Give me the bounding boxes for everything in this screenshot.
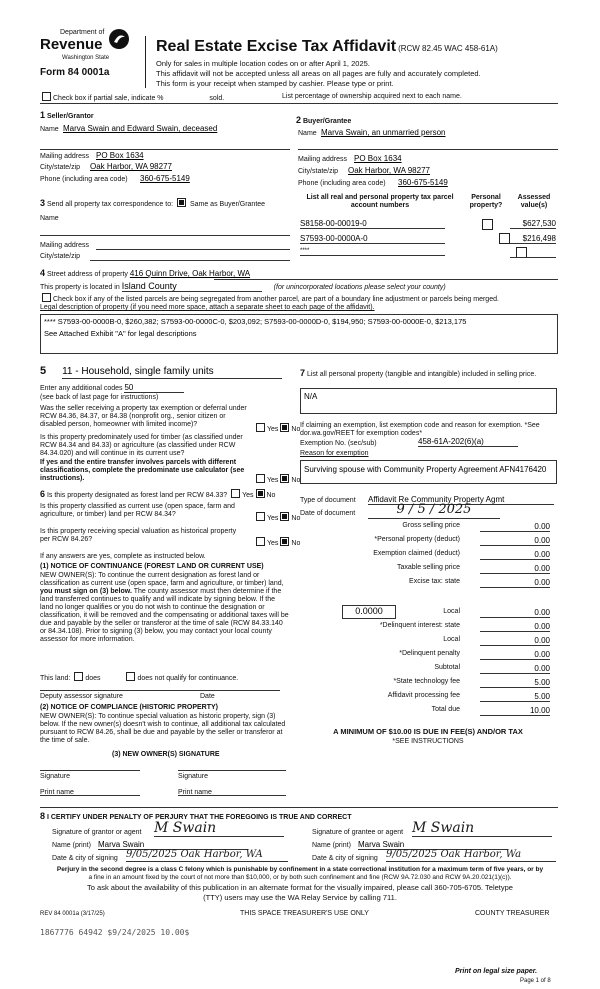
owner-print-label-1: Print name — [40, 789, 74, 796]
located-label: This property is located in — [40, 284, 120, 291]
header-line-3: This form is your receipt when stamped by cashier. Please type or print. — [156, 79, 394, 88]
section3-num: 3 — [40, 198, 46, 208]
doc-type[interactable]: Affidavit Re Community Property Agmt — [368, 495, 554, 505]
total-label: Local — [443, 608, 460, 615]
total-row-local-2 — [300, 636, 550, 647]
exempt-reason: Surviving spouse with Community Property Agreement AFN4176420 — [304, 465, 547, 474]
notice2-heading: (2) NOTICE OF COMPLIANCE (HISTORIC PROPERTY) — [40, 704, 218, 711]
yes-label: Yes — [267, 426, 279, 433]
addl-codes-row — [40, 383, 184, 393]
notice1-body — [40, 572, 290, 644]
deputy-date-label: Date — [200, 693, 215, 700]
total-label: Taxable selling price — [396, 564, 460, 571]
parcel-1-personal-checkbox[interactable] — [482, 219, 493, 230]
seller-mailing-label: Mailing address — [40, 153, 90, 160]
total-row-delinq-interest — [300, 622, 550, 633]
segregate-checkbox[interactable] — [42, 293, 51, 302]
segregate-label: Check box if any of the listed parcels are being segregated from another parcel, are part of a boundary line adjustment or parcels being merged. — [53, 296, 499, 303]
total-row-delinq-penalty — [300, 650, 550, 661]
parcel-2-number[interactable]: S7593-00-0000A-0 — [300, 234, 445, 244]
street-address[interactable]: 416 Quinn Drive, Oak Harbor, WA — [129, 269, 251, 278]
notice1-body-b: you must sign on (3) below. — [40, 588, 132, 596]
total-value[interactable]: 0.00 — [480, 622, 550, 632]
buyer-city[interactable]: Oak Harbor, WA 98277 — [348, 166, 430, 175]
personal-property-box[interactable] — [300, 388, 557, 414]
header-line-2: This affidavit will not be accepted unless all areas on all pages are fully and accurately completed. — [156, 69, 481, 78]
deputy-sig-label: Deputy assessor signature — [40, 693, 123, 700]
total-label: Excise tax: state — [409, 578, 460, 585]
grantor-signature[interactable]: M Swain — [154, 820, 284, 837]
q-timber-note: If yes and the entire transfer involves parcels with different classifications, complete the predominate use calculator (see instructions). — [40, 459, 245, 483]
yes-label: Yes — [267, 540, 279, 547]
form-title-text: Real Estate Excise Tax Affidavit — [156, 38, 397, 55]
located-row — [40, 281, 446, 292]
total-value[interactable]: 10.00 — [480, 706, 550, 716]
no-label: No — [291, 426, 301, 433]
owner-sig-label-2: Signature — [178, 773, 208, 780]
q-exemption-yes[interactable] — [256, 423, 265, 432]
if-yes-text: If any answers are yes, complete as instructed below. — [40, 553, 206, 560]
dept-of-text: Department of — [60, 29, 105, 36]
county-treasurer-label: COUNTY TREASURER — [475, 910, 550, 917]
total-row-tech-fee — [300, 678, 550, 689]
section7-heading-text: List all personal property (tangible and intangible) included in selling price. — [306, 371, 537, 378]
form-number: Form 84 0001a — [40, 67, 110, 78]
buyer-heading — [296, 115, 351, 126]
buyer-phone-label: Phone (including area code) — [298, 180, 386, 187]
perjury-text-1: Perjury in the second degree is a class C felony which is punishable by confinement in a state correctional institution for a maximum term of five years, or by — [56, 866, 544, 873]
alt-format-1: To ask about the availability of this publication in an alternate format for the visually impaired, please call 360-705-6705. Teletype — [87, 883, 513, 892]
section4-street — [40, 268, 250, 279]
parcel-3-number[interactable]: **** — [300, 248, 445, 256]
addl-codes-label: Enter any additional codes — [40, 385, 123, 392]
revenue-wordmark: Revenue — [40, 36, 103, 53]
q-historic-yes[interactable] — [256, 537, 265, 546]
notice2-body: NEW OWNER(S): To continue special valuation as historic property, sign (3) below. If the new owner(s) doesn't wish to continue, all additional tax calculated pursuant to RCW 84.26, shall be due and payable by the seller or transferor at the time of sale. — [40, 713, 286, 745]
section5-num: 5 — [40, 365, 47, 377]
section7-heading — [300, 368, 556, 379]
q-historic-answer — [254, 537, 300, 548]
grantor-sig-label: Signature of grantor or agent — [52, 829, 142, 836]
q-current-use-text: Is this property classified as current use (open space, farm and agriculture, or timber) land per RCW 84.34? — [40, 503, 235, 519]
parcel-2-personal-checkbox[interactable] — [499, 233, 510, 244]
header-line-1: Only for sales in multiple location codes on or after April 1, 2025. — [156, 59, 370, 68]
q-timber-yes[interactable] — [256, 474, 265, 483]
partial-sold-label: sold. — [209, 95, 225, 102]
total-row-personal — [300, 536, 550, 547]
land-does-checkbox[interactable] — [74, 672, 83, 681]
total-label: *State technology fee — [393, 678, 460, 685]
rcw-reference: (RCW 82.45 WAC 458-61A) — [398, 44, 498, 53]
legal-label: Legal description of property (if you need more space, attach a separate sheet to each page of the affidavit). — [40, 304, 375, 311]
grantor-name-label: Name (print) — [52, 842, 91, 849]
total-label: *Delinquent penalty — [399, 650, 460, 657]
total-label: Exemption claimed (deduct) — [373, 550, 460, 557]
section3-name-label: Name — [40, 215, 59, 222]
legal-line-2: See Attached Exhibit "A" for legal descriptions — [44, 329, 197, 338]
no-label: No — [266, 492, 276, 499]
buyer-phone[interactable]: 360-675-5149 — [398, 178, 448, 187]
section4-num: 4 — [40, 268, 46, 278]
buyer-mailing-label: Mailing address — [298, 156, 348, 163]
grantee-date-label: Date & city of signing — [312, 855, 378, 862]
partial-sale-checkbox[interactable] — [42, 92, 51, 101]
total-value[interactable]: 0.00 — [480, 550, 550, 560]
seller-num: 1 — [40, 110, 46, 120]
q-timber-no[interactable] — [280, 474, 289, 483]
form-title — [156, 38, 498, 56]
section3-text: Send all property tax correspondence to: — [46, 201, 174, 208]
no-label: No — [291, 540, 301, 547]
total-value[interactable]: 0.00 — [480, 608, 550, 618]
no-label: No — [291, 477, 301, 484]
section3-mailing-label: Mailing address — [40, 242, 90, 249]
legal-line-1: **** S7593-00-0000B-0, $260,382; S7593-00-0000C-0, $203,092; S7593-00-0000D-0, $194,950; S7593-00-0000E-0, $213,175 — [44, 317, 467, 326]
parcel-col-header: List all real and personal property tax parcel account numbers — [306, 194, 454, 210]
total-value[interactable]: 5.00 — [480, 692, 550, 702]
parcel-2-value[interactable]: $216,498 — [510, 234, 556, 244]
seller-phone[interactable]: 360-675-5149 — [140, 174, 190, 183]
same-as-buyer-checkbox[interactable] — [177, 198, 186, 207]
total-label: Local — [443, 636, 460, 643]
section8-num: 8 — [40, 811, 46, 821]
total-row-state-tax — [300, 578, 550, 589]
section6-num: 6 — [40, 489, 46, 499]
no-label: No — [291, 515, 301, 522]
q-forest — [40, 489, 275, 500]
section3-city-label: City/state/zip — [40, 253, 81, 260]
total-value[interactable]: 5.00 — [480, 678, 550, 688]
total-row-gross — [300, 522, 550, 533]
total-value[interactable]: 0.00 — [480, 522, 550, 532]
land-does-not-checkbox[interactable] — [126, 672, 135, 681]
q-forest-no[interactable] — [256, 489, 265, 498]
q-historic-no[interactable] — [280, 537, 289, 546]
total-row-taxable — [300, 564, 550, 575]
seller-mailing[interactable]: PO Box 1634 — [96, 151, 144, 160]
seller-city-label: City/state/zip — [40, 164, 81, 171]
buyer-num: 2 — [296, 115, 302, 125]
yes-label: Yes — [242, 492, 254, 499]
parcel-3-value[interactable] — [510, 248, 556, 258]
assessed-col-header: Assessed value(s) — [517, 194, 551, 210]
segregate-row — [40, 293, 499, 304]
total-row-subtotal — [300, 664, 550, 675]
perjury-1 — [40, 866, 560, 873]
buyer-mailing[interactable]: PO Box 1634 — [354, 154, 402, 163]
certify-text: I CERTIFY UNDER PENALTY OF PERJURY THAT THE FOREGOING IS TRUE AND CORRECT — [46, 814, 352, 821]
county-select[interactable]: Island County — [122, 281, 262, 292]
street-label: Street address of property — [46, 271, 128, 278]
total-value[interactable]: 0.00 — [480, 536, 550, 546]
q-current-use-answer — [254, 512, 300, 523]
exempt-no[interactable]: 458-61A-202(6)(a) — [418, 437, 518, 447]
local-rate-box[interactable]: 0.0000 — [342, 605, 396, 619]
buyer-name-label: Name — [298, 130, 317, 137]
seller-heading-text: Seller/Grantor — [46, 113, 94, 120]
ownership-note: List percentage of ownership acquired next to each name. — [282, 93, 462, 100]
total-value[interactable]: 0.00 — [480, 650, 550, 660]
grantee-name-label: Name (print) — [312, 842, 351, 849]
grantee-name[interactable]: Marva Swain — [358, 840, 508, 850]
does-not-label: does not qualify for continuance. — [137, 675, 239, 682]
legal-paper-note: Print on legal size paper. — [455, 968, 538, 975]
same-as-buyer-label: Same as Buyer/Grantee — [189, 201, 266, 208]
buyer-city-label: City/state/zip — [298, 168, 339, 175]
seller-name-label: Name — [40, 126, 59, 133]
total-value[interactable]: 0.00 — [480, 636, 550, 646]
yes-label: Yes — [267, 477, 279, 484]
located-note: (for unincorporated locations please select your county) — [273, 284, 446, 291]
total-value[interactable]: 0.00 — [480, 664, 550, 674]
legal-description-box[interactable] — [40, 314, 558, 354]
grantor-date-city[interactable]: 9/05/2025 Oak Harbor, WA — [126, 849, 288, 862]
section7-num: 7 — [300, 368, 306, 378]
q-current-use-no[interactable] — [280, 512, 289, 521]
treasurer-use-label: THIS SPACE TREASURER'S USE ONLY — [240, 910, 369, 917]
minimum-due-note: A MINIMUM OF $10.00 IS DUE IN FEE(S) AND/OR TAX — [333, 727, 523, 736]
personal-col-header: Personal property? — [469, 194, 503, 210]
total-row-exemption — [300, 550, 550, 561]
q-historic-text: Is this property receiving special valuation as historical property per RCW 84.26? — [40, 528, 237, 544]
grantor-date-label: Date & city of signing — [52, 855, 118, 862]
does-label: does — [85, 675, 101, 682]
total-label: *Personal property (deduct) — [374, 536, 460, 543]
exempt-reason-box[interactable] — [300, 460, 557, 484]
buyer-heading-text: Buyer/Grantee — [302, 118, 352, 125]
notice3-heading: (3) NEW OWNER(S) SIGNATURE — [112, 751, 220, 758]
exempt-no-label: Exemption No. (sec/sub) — [300, 440, 377, 447]
buyer-name[interactable]: Marva Swain, an unmarried person — [321, 128, 446, 137]
owner-print-label-2: Print name — [178, 789, 212, 796]
notice1-body-c: The county assessor must then determine if the land transferred continues to qualify and will indicate by signing below. If the land no longer qualifies or you do not wish to continue the designation or classification, it will be removed and the compensating or additional taxes will be due and payable by the seller or transferor at the time of sale (RCW 84.33.140 or 84.34.108). Prior to signing (3) below, you may contact your local county assessor for more information. — [40, 588, 289, 644]
q-forest-text: Is this property designated as forest land per RCW 84.33? — [46, 492, 228, 499]
perjury-2: a fine in an amount fixed by the court of not more than $10,000, or by both such confinement and fine (RCW 9A.72.030 and RCW 9A.20.021(1)(c)). — [88, 874, 512, 881]
total-row-local — [300, 608, 550, 619]
owner-sig-label-1: Signature — [40, 773, 70, 780]
total-row-total-due — [300, 706, 550, 717]
section5-row — [40, 365, 282, 379]
doc-date[interactable]: 9 / 5 / 2025 — [368, 503, 500, 519]
yes-label: Yes — [267, 515, 279, 522]
grantee-sig-label: Signature of grantee or agent — [312, 829, 404, 836]
total-value[interactable]: 0.00 — [480, 578, 550, 588]
notice1-heading: (1) NOTICE OF CONTINUANCE (FOREST LAND OR CURRENT USE) — [40, 563, 264, 570]
total-label: Gross selling price — [402, 522, 460, 529]
total-label: Total due — [431, 706, 460, 713]
form-revision: REV 84 0001a (3/17/25) — [40, 911, 105, 917]
notice1-body-a: NEW OWNER(S): To continue the current designation as forest land or classification as current use (open space, farm and agriculture, or timber) land, — [40, 572, 284, 588]
partial-sale-label: Check box if partial sale, indicate % — [53, 95, 164, 102]
exempt-reason-label: Reason for exemption — [300, 450, 369, 457]
use-code[interactable]: 11 - Household, single family units — [62, 366, 282, 379]
exempt-text: If claiming an exemption, list exemption code and reason for exemption. *See dor.wa.gov/REET for exemption codes* — [300, 422, 540, 438]
personal-property-value: N/A — [304, 392, 318, 401]
this-land-row — [40, 672, 238, 683]
doc-type-label: Type of document — [300, 497, 356, 504]
section3-heading — [40, 198, 265, 209]
this-land-label: This land: — [40, 675, 71, 682]
seller-city[interactable]: Oak Harbor, WA 98277 — [90, 162, 172, 171]
seller-heading — [40, 110, 94, 121]
state-text: Washington State — [62, 55, 110, 61]
addl-codes[interactable]: 50 — [124, 383, 184, 393]
q-exemption-text: Was the seller receiving a property tax exemption or deferral under RCW 84.36, 84.37, or 84.38 (nonprofit org., senior citizen or disabled person, homeowner with limited income)? — [40, 405, 247, 429]
q-exemption-no[interactable] — [280, 423, 289, 432]
addl-codes-note: (see back of last page for instructions) — [40, 394, 159, 401]
alt-format-2: (TTY) users may use the WA Relay Service by calling 711. — [203, 893, 397, 902]
doc-date-label: Date of document — [300, 510, 356, 517]
q-timber-text: Is this property predominately used for timber (as classified under RCW 84.34 and 84.33) or agriculture (as classified under RCW 84.34.020) and will continue in its current use? — [40, 434, 243, 458]
revenue-logo — [40, 28, 140, 86]
section8-rule — [40, 807, 558, 808]
header-divider — [145, 36, 146, 88]
q-forest-yes[interactable] — [231, 489, 240, 498]
grantor-name[interactable]: Marva Swain — [98, 840, 248, 850]
page-number: Page 1 of 8 — [520, 978, 551, 984]
grantee-date-city[interactable]: 9/05/2025 Oak Harbor, Wa — [386, 849, 556, 862]
parcel-1-value[interactable]: $627,530 — [510, 219, 556, 229]
total-label: Affidavit processing fee — [387, 692, 460, 699]
q-timber-answer — [254, 474, 300, 485]
q-current-use-yes[interactable] — [256, 512, 265, 521]
grantee-signature[interactable]: M Swain — [412, 820, 552, 837]
see-instructions: *SEE INSTRUCTIONS — [392, 738, 464, 745]
header-rule — [40, 103, 558, 104]
total-label: Subtotal — [434, 664, 460, 671]
total-row-processing-fee — [300, 692, 550, 703]
parcel-1-number[interactable]: S8158-00-00019-0 — [300, 219, 445, 229]
total-label: *Delinquent interest: state — [379, 622, 460, 629]
q-exemption-answer — [254, 423, 300, 434]
cashier-stamp: 1867776 64942 $9/24/2025 10.00$ — [40, 928, 190, 937]
seller-name[interactable]: Marva Swain and Edward Swain, deceased — [63, 124, 218, 133]
seller-phone-label: Phone (including area code) — [40, 176, 128, 183]
revenue-swirl-icon — [108, 28, 130, 50]
total-value[interactable]: 0.00 — [480, 564, 550, 574]
